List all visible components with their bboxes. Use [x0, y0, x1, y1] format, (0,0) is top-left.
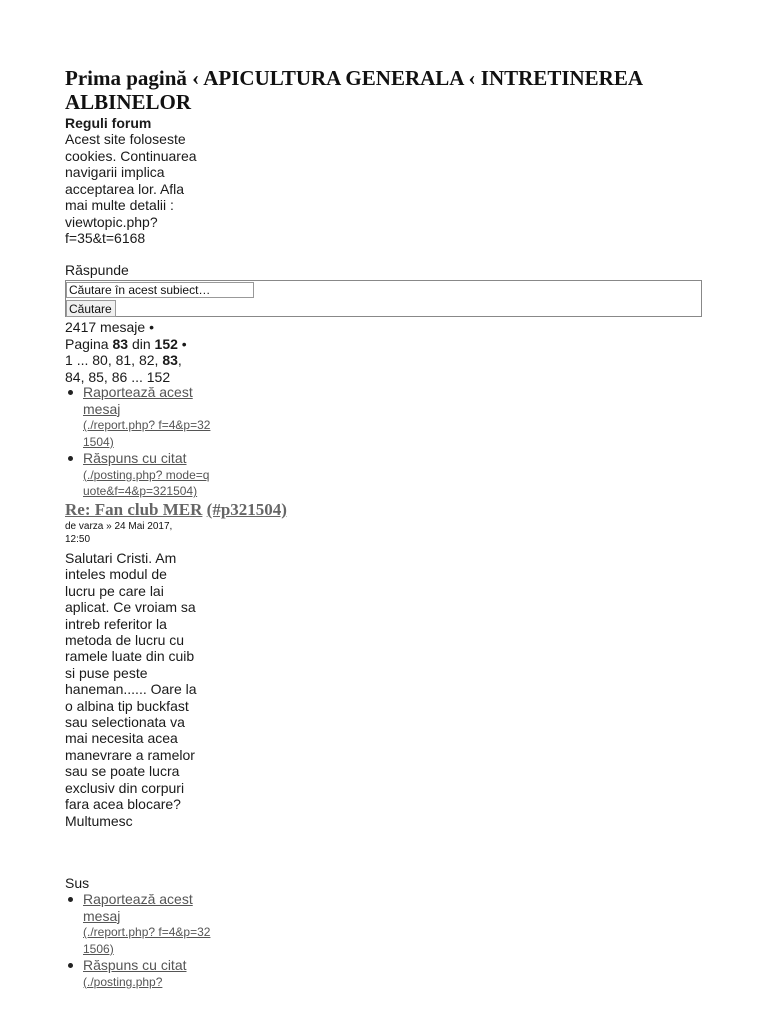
- current-page: 83: [112, 335, 129, 352]
- post-anchor-link[interactable]: (#p321504): [206, 500, 287, 519]
- back-to-top-link[interactable]: Sus: [65, 875, 90, 891]
- page-ellipsis: ...: [76, 352, 89, 368]
- pagination-bullet: •: [181, 335, 187, 352]
- post-body: Salutari Cristi. Am inteles modul de lucru pe care lai aplicat. Ce vroiam sa intreb referitor la metoda de lucru cu ramele luate din cuib si puse peste haneman...... Oare la o albina tip buckfast sau selectionata va mai necesita acea manevrare a ramelor sau se poate lucra exclusiv din corpuri fara acea blocare? Multumesc: [65, 550, 197, 829]
- report-item: [83, 891, 283, 957]
- quote-url[interactable]: (./posting.php? mode=quote&f=4&p=321504): [83, 467, 210, 498]
- pagination-bullet: •: [149, 319, 154, 335]
- page-link-86[interactable]: 86: [111, 368, 128, 385]
- page-link-85[interactable]: 85,: [88, 368, 108, 385]
- post-title-link[interactable]: Re: Fan club MER: [65, 500, 203, 519]
- breadcrumb-separator: ‹: [192, 66, 200, 90]
- of-word: din: [131, 335, 151, 352]
- report-url[interactable]: (./report.php? f=4&p=321504): [83, 418, 211, 449]
- page-link-last[interactable]: 152: [146, 368, 171, 385]
- page-link-82[interactable]: 82,: [138, 352, 159, 368]
- quote-link[interactable]: Răspuns cu citat: [83, 450, 187, 466]
- message-count: 2417 mesaje: [65, 319, 146, 335]
- search-box: [65, 280, 702, 317]
- breadcrumb-home[interactable]: Prima pagină: [65, 66, 187, 90]
- breadcrumb-separator: ‹: [468, 66, 476, 90]
- search-input[interactable]: [66, 282, 254, 298]
- quote-item: [83, 450, 283, 500]
- report-url[interactable]: (./report.php? f=4&p=321506): [83, 925, 211, 956]
- post-title: [65, 500, 287, 520]
- page-ellipsis: ...: [131, 368, 143, 385]
- report-item: [83, 384, 283, 450]
- quote-url[interactable]: (./posting.php?: [83, 974, 163, 989]
- quote-item: [83, 957, 283, 990]
- breadcrumb: [65, 66, 705, 114]
- page-link-81[interactable]: 81,: [115, 352, 136, 368]
- search-button[interactable]: Căutare: [66, 300, 116, 317]
- report-link[interactable]: Raportează acest mesaj: [83, 384, 193, 417]
- post-actions-bottom: [65, 891, 283, 990]
- page-link-84[interactable]: 84,: [65, 368, 85, 385]
- report-link[interactable]: Raportează acest mesaj: [83, 891, 193, 924]
- rules-text: Acest site foloseste cookies. Continuarea navigarii implica acceptarea lor. Afla mai multe detalii : viewtopic.php? f=35&t=6168: [65, 131, 197, 246]
- page-link-first[interactable]: 1: [65, 352, 73, 368]
- breadcrumb-subforum[interactable]: INTRETINEREA ALBINELOR: [65, 66, 642, 114]
- total-pages: 152: [154, 335, 178, 352]
- breadcrumb-forum[interactable]: APICULTURA GENERALA: [203, 66, 464, 90]
- page-word: Pagina: [65, 335, 109, 352]
- page-current-83: 83: [162, 352, 178, 368]
- post-actions-top: [65, 384, 283, 500]
- page-link-80[interactable]: 80,: [92, 352, 112, 368]
- pagination: 2417 mesaje • Pagina 83 din 152 • 1 ... 80, 81, 82, 83, 84, 85, 86 ... 152: [65, 319, 187, 385]
- reply-link[interactable]: Răspunde: [65, 262, 129, 278]
- post-meta: de varza » 24 Mai 2017, 12:50: [65, 521, 173, 545]
- rules-heading: Reguli forum: [65, 115, 152, 131]
- quote-link[interactable]: Răspuns cu citat: [83, 957, 187, 973]
